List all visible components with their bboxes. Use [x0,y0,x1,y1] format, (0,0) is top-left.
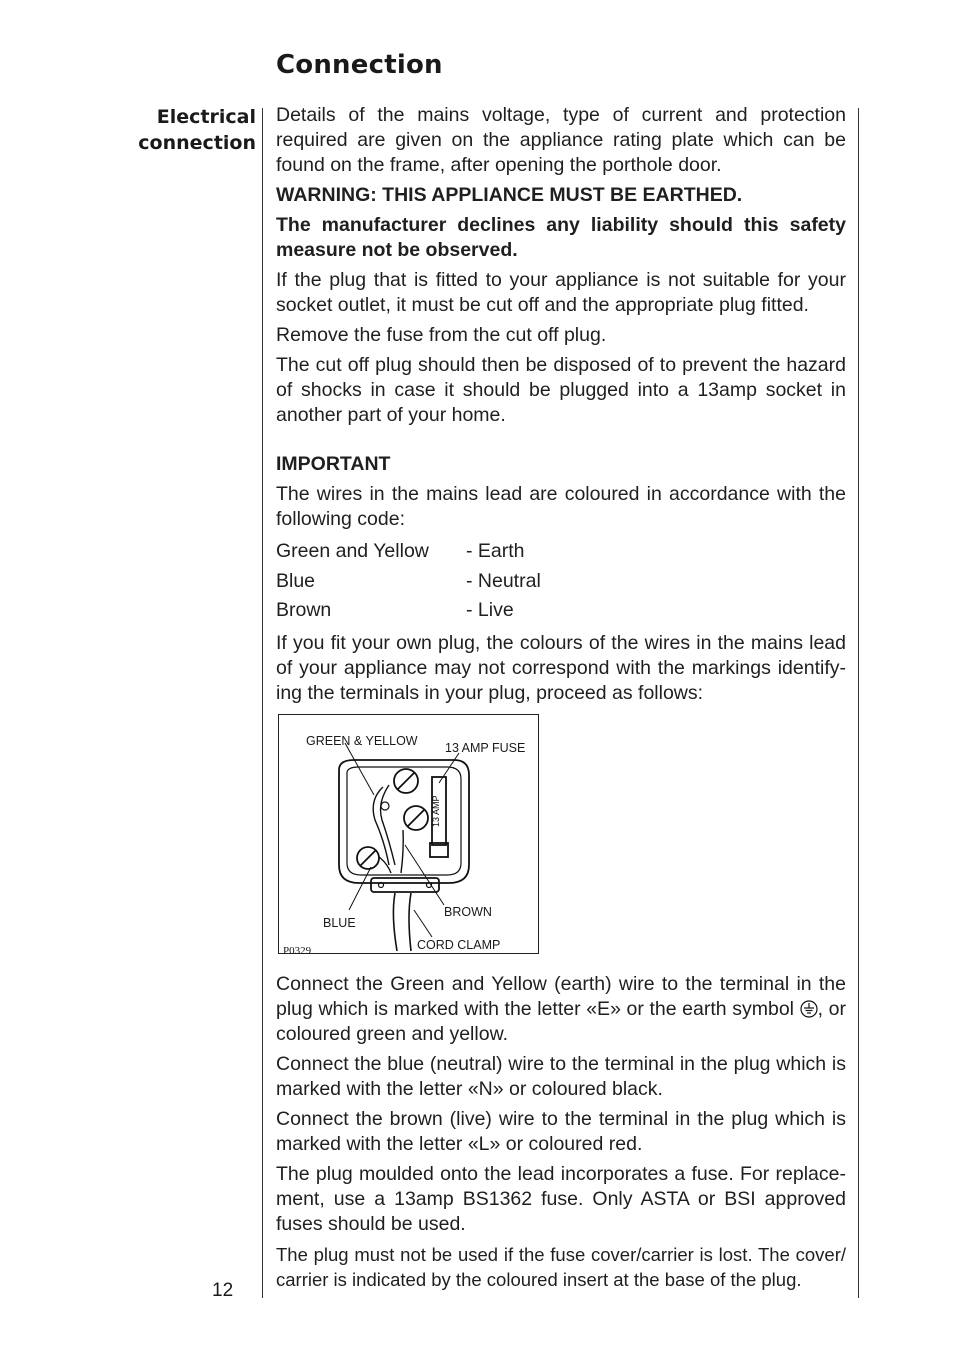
wires-intro-paragraph: The wires in the mains lead are coloured in accordance with the following code: [276,483,846,530]
wire-function: - Neutral [466,569,541,592]
section-heading-line-2: connection [138,132,256,154]
label-cord-clamp: CORD CLAMP [417,937,501,952]
label-13-amp-fuse: 13 AMP FUSE [445,740,526,755]
left-rule [262,108,263,1298]
dispose-paragraph: The cut off plug should then be disposed of to prevent the hazard of shocks in case it should be plugged into a 13amp socket in another part of your home. [276,354,846,426]
page-number: 12 [212,1280,234,1301]
section-heading [110,104,256,156]
wire-colour: Green and Yellow [276,540,429,562]
label-blue: BLUE [323,915,356,930]
wire-function: - Live [466,599,514,621]
connect-blue-paragraph: Connect the blue (neutral) wire to the terminal in the plug which is marked with the letter «N» or coloured black. [276,1052,846,1100]
wire-code-row [276,596,846,626]
own-plug-paragraph: If you fit your own plug, the colours of the wires in the mains lead of your appliance may not correspond with the markings identify-ing the terminals in your plug, proceed as follows: [276,631,846,704]
wire-function: - Earth [466,540,525,562]
wire-colour: Blue [276,569,316,592]
right-rule [858,108,859,1298]
remove-fuse-paragraph: Remove the fuse from the cut off plug. [276,324,607,346]
wire-code-row [276,567,846,597]
fuse-cover-paragraph: The plug must not be used if the fuse cover/carrier is lost. The cover/ carrier is indicated by the coloured insert at the base of the plug. [276,1243,846,1290]
moulded-plug-paragraph: The plug moulded onto the lead incorporates a fuse. For replace-ment, use a 13amp BS1362 fuse. Only ASTA or BSI approved fuses should be used. [276,1162,846,1235]
intro-paragraph: Details of the mains voltage, type of current and protection required are given on the appliance rating plate which can be found on the frame, after opening the porthole door. [276,104,846,176]
label-brown: BROWN [444,904,492,919]
figure-code: P0329 [283,944,312,957]
main-content [276,103,846,1297]
wire-colour: Brown [276,599,332,621]
label-green-yellow: GREEN & YELLOW [306,733,418,748]
connect-earth-text-end: , or coloured green and yellow. [276,997,846,1045]
important-heading: IMPORTANT [276,453,391,475]
liability-paragraph: The manufacturer declines any liability should this safety measure not be observed. [276,214,846,261]
plug-wiring-diagram [278,714,539,957]
fuse-body-label: 13 AMP [431,794,441,827]
section-heading-line-1: Electrical [156,106,256,128]
connect-brown-paragraph: Connect the brown (live) wire to the terminal in the plug which is marked with the letter «L» or coloured red. [276,1107,846,1155]
wire-code-table [276,537,846,626]
wire-code-row [276,537,846,567]
plug-unsuitable-paragraph: If the plug that is fitted to your appliance is not suitable for your socket outlet, it must be cut off and the appropriate plug fitted. [276,269,846,316]
page-title: Connection [276,50,443,80]
warning-paragraph: WARNING: THIS APPLIANCE MUST BE EARTHED. [276,184,743,206]
earth-symbol-icon [800,1000,818,1018]
connect-earth-paragraph [276,972,846,1047]
connect-earth-text: Connect the Green and Yellow (earth) wire to the terminal in the plug which is marked with the letter «E» or the earth symbol [276,972,846,1020]
